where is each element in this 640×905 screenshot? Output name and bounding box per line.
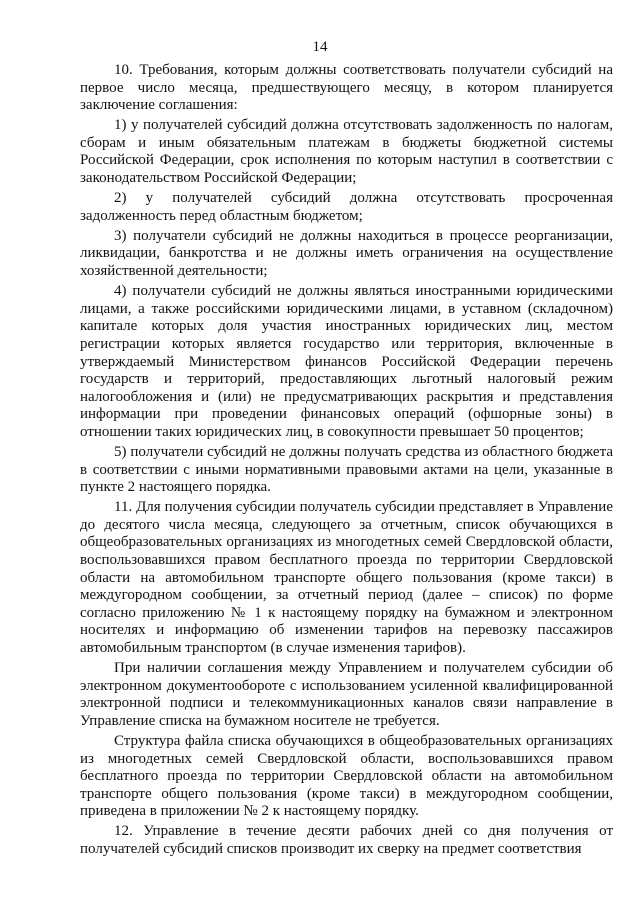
paragraph-10-4: 4) получатели субсидий не должны являться иностранными юридическими лицами, а также российскими юридическими лицами, в уставном (складочном) капитале которых доля участия иностранных юридических лиц, местом регистрации которых является государство или территория, включенные в утверждаемый Министерством финансов Российской Федерации перечень государств и территорий, предоставляющих льготный налоговый режим налогообложения и (или) не предусматривающих раскрытия и представления информации при проведении финансовых операций (офшорные зоны) в отношении таких юридических лиц, в совокупности превышает 50 процентов; — [80, 283, 613, 440]
paragraph-12: 12. Управление в течение десяти рабочих дней со дня получения от получателей субсидий списков производит их сверку на предмет соответствия — [80, 823, 613, 858]
paragraph-11-electronic: При наличии соглашения между Управлением и получателем субсидии об электронном документообороте с использованием усиленной квалифицированной электронной подписи и телекоммуникационных каналов связи направление в Управление списка на бумажном носителе не требуется. — [80, 660, 613, 729]
paragraph-11: 11. Для получения субсидии получатель субсидии представляет в Управление до десятого числа месяца, следующего за отчетным, список обучающихся в общеобразовательных организациях из многодетных семей Свердловской области, воспользовавшихся правом бесплатного проезда по территории Свердловской области на автомобильном транспорте общего пользования (кроме такси) в междугородном сообщении, за отчетный период (далее – список) по форме согласно приложению № 1 к настоящему порядку на бумажном и электронном носителях и информацию об изменении тарифов на перевозку пассажиров автомобильным транспортом (в случае изменения тарифов). — [80, 499, 613, 656]
document-body — [80, 62, 613, 860]
paragraph-10-1: 1) у получателей субсидий должна отсутствовать задолженность по налогам, сборам и иным обязательным платежам в бюджеты бюджетной системы Российской Федерации, срок исполнения по которым наступил в соответствии с законодательством Российской Федерации; — [80, 117, 613, 187]
paragraph-10-3: 3) получатели субсидий не должны находиться в процессе реорганизации, ликвидации, банкротства и не должны иметь ограничения на осуществление хозяйственной деятельности; — [80, 227, 613, 280]
paragraph-10-2: 2) у получателей субсидий должна отсутствовать просроченная задолженность перед областным бюджетом; — [80, 190, 613, 224]
paragraph-10: 10. Требования, которым должны соответствовать получатели субсидий на первое число месяца, предшествующего месяцу, в котором планируется заключение соглашения: — [80, 62, 613, 114]
paragraph-10-5: 5) получатели субсидий не должны получать средства из областного бюджета в соответствии с иными нормативными правовыми актами на цели, указанные в пункте 2 настоящего порядка. — [80, 443, 613, 496]
page-number: 14 — [312, 39, 328, 55]
paragraph-11-file-structure: Структура файла списка обучающихся в общеобразовательных организациях из многодетных семей Свердловской области, воспользовавшихся правом бесплатного проезда по территории Свердловской области на автомобильном транспорте общего пользования (кроме такси) в междугородном сообщении, приведена в приложении № 2 к настоящему порядку. — [80, 732, 613, 820]
